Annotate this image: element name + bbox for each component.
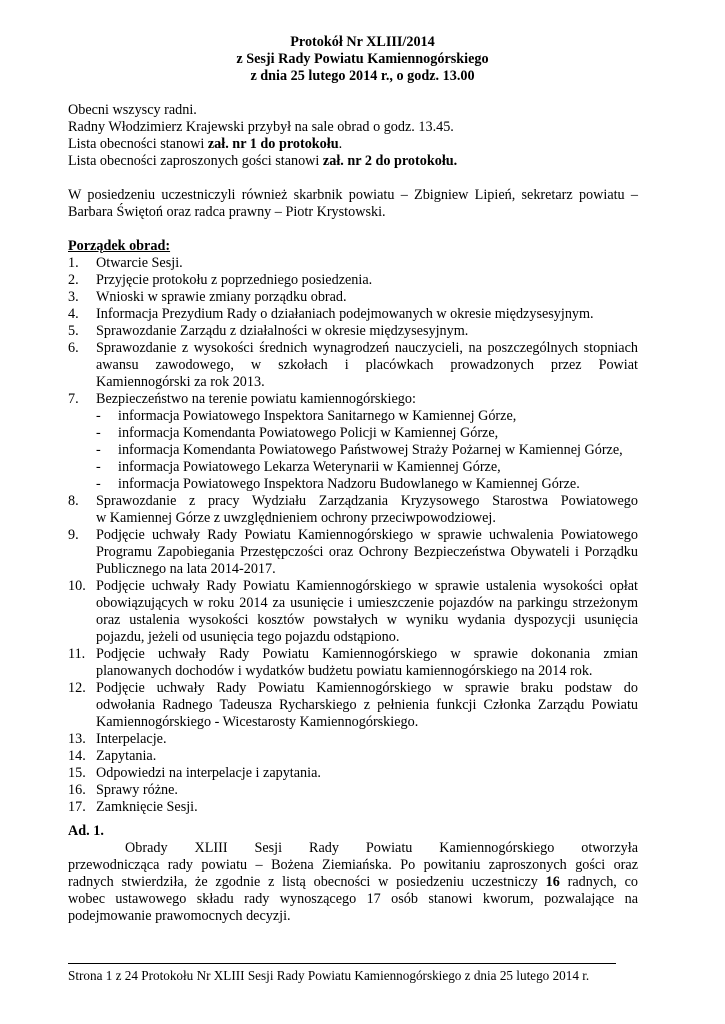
agenda-item-text: w Kamiennej Górze z uwzględnieniem ochrony przeciwpowodziowej.: [96, 510, 496, 526]
agenda-subitem-text: informacja Powiatowego Lekarza Weterynarii w Kamiennej Górze,: [118, 459, 501, 475]
attendance-line-3: Lista obecności stanowi zał. nr 1 do protokołu.: [68, 136, 343, 152]
agenda-item-text: Otwarcie Sesji.: [96, 255, 183, 271]
agenda-item: [68, 306, 638, 323]
participants-section: [68, 187, 638, 221]
agenda-item-text: oraz ustalenia wysokości kosztów powstałych w wyniku wydania dyspozycji usunięcia: [96, 612, 638, 628]
ad1-line-4: wobec ustawowego składu rady wynoszącego 17 osób stanowi kworum, pozwalające na: [68, 891, 638, 907]
agenda-subitem: [96, 425, 638, 442]
agenda-item-text: odwołania Radnego Tadeusza Rycharskiego z pełnienia funkcji Członka Zarządu Powiatu: [96, 697, 638, 713]
agenda-item-number: 1.: [68, 255, 79, 271]
ad1-line-1: Obrady XLIII Sesji Rady Powiatu Kamiennogórskiego otworzyła: [125, 840, 638, 856]
agenda-item-number: 11.: [68, 646, 86, 662]
agenda-item-text: Podjęcie uchwały Rady Powiatu Kamiennogórskiego w sprawie braku podstaw do: [96, 680, 638, 696]
agenda-item-text: Przyjęcie protokołu z poprzedniego posiedzenia.: [96, 272, 373, 288]
agenda-item: [68, 493, 638, 527]
agenda-heading: Porządek obrad:: [68, 238, 171, 254]
agenda-subitem-text: informacja Komendanta Powiatowego Policji w Kamiennej Górze,: [118, 425, 499, 441]
agenda-item-text: Wnioski w sprawie zmiany porządku obrad.: [96, 289, 347, 305]
agenda-item-text: Podjęcie uchwały Rady Powiatu Kamiennogórskiego w sprawie uchwalenia Powiatowego: [96, 527, 638, 543]
agenda-item-text: Interpelacje.: [96, 731, 167, 747]
agenda-section: [68, 238, 638, 816]
agenda-item-text: obowiązujących w roku 2014 za usunięcie i umieszczenie pojazdów na parkingu strzeżonym: [96, 595, 638, 611]
attendance-line-4: Lista obecności zaproszonych gości stanowi zał. nr 2 do protokołu.: [68, 153, 458, 169]
agenda-item-number: 9.: [68, 527, 79, 543]
agenda-item: [68, 731, 638, 748]
agenda-item-text: Sprawozdanie z pracy Wydziału Zarządzania Kryzysowego Starostwa Powiatowego: [96, 493, 638, 509]
agenda-subitem-dash: -: [96, 408, 101, 424]
agenda-item-number: 2.: [68, 272, 79, 288]
agenda-item-number: 7.: [68, 391, 79, 407]
agenda-item-text: planowanych dochodów i wydatków budżetu powiatu kamiennogórskiego na 2014 rok.: [96, 663, 593, 679]
participants-line-1: W posiedzeniu uczestniczyli również skarbnik powiatu – Zbigniew Lipień, sekretarz powiatu –: [68, 187, 638, 203]
agenda-item: [68, 391, 638, 493]
agenda-item: [68, 527, 638, 578]
agenda-item: [68, 765, 638, 782]
agenda-subitem: [96, 442, 638, 459]
agenda-item-text: Zamknięcie Sesji.: [96, 799, 198, 815]
agenda-item-number: 13.: [68, 731, 86, 747]
agenda-item-number: 10.: [68, 578, 86, 594]
ad1-line-3: radnych stwierdziła, że zgodnie z listą obecności w posiedzeniu uczestniczy 16 radnych, co: [68, 874, 638, 890]
agenda-item: [68, 323, 638, 340]
agenda-item-text: Podjęcie uchwały Rady Powiatu Kamiennogórskiego w sprawie dokonania zmian: [96, 646, 638, 662]
agenda-item-number: 3.: [68, 289, 79, 305]
agenda-subitem-text: informacja Komendanta Powiatowego Państwowej Straży Pożarnej w Kamiennej Górze,: [118, 442, 623, 458]
footer-divider: [68, 963, 616, 964]
agenda-item: [68, 782, 638, 799]
agenda-item: [68, 272, 638, 289]
agenda-item-text: Sprawy różne.: [96, 782, 178, 798]
agenda-item-text: Publicznego na lata 2014-2017.: [96, 561, 276, 577]
agenda-item-text: Sprawozdanie z wysokości średnich wynagrodzeń nauczycieli, na poszczególnych stopniach: [96, 340, 638, 356]
document-title: [0, 34, 725, 85]
agenda-item-number: 6.: [68, 340, 79, 356]
agenda-subitem-dash: -: [96, 442, 101, 458]
attendance-line-1: Obecni wszyscy radni.: [68, 102, 197, 118]
agenda-subitem-dash: -: [96, 476, 101, 492]
agenda-item: [68, 340, 638, 391]
agenda-item-text: Programu Zapobiegania Przestępczości oraz Ochrony Bezpieczeństwa Obywateli i Porządku: [96, 544, 638, 560]
agenda-item-text: Kamiennogórski za rok 2013.: [96, 374, 265, 390]
agenda-item: [68, 748, 638, 765]
ad1-line-5: podejmowanie prawomocnych decyzji.: [68, 908, 291, 924]
agenda-item: [68, 680, 638, 731]
ad1-section: [68, 823, 638, 925]
agenda-item-number: 5.: [68, 323, 79, 339]
agenda-subitem: [96, 408, 638, 425]
attendance-line-2: Radny Włodzimierz Krajewski przybył na sale obrad o godz. 13.45.: [68, 119, 454, 135]
agenda-subitem-dash: -: [96, 425, 101, 441]
agenda-subitem-text: informacja Powiatowego Inspektora Nadzoru Budowlanego w Kamiennej Górze.: [118, 476, 580, 492]
agenda-item-text: awansu zawodowego, w szkołach i placówkach prowadzonych przez Powiat: [96, 357, 638, 373]
title-line-2: z Sesji Rady Powiatu Kamiennogórskiego: [236, 51, 489, 67]
agenda-item-text: pojazdu, jeżeli od usunięcia tego pojazdu odstąpiono.: [96, 629, 400, 645]
agenda-subitem: [96, 476, 638, 493]
agenda-item-number: 15.: [68, 765, 86, 781]
agenda-item: [68, 255, 638, 272]
agenda-item-number: 14.: [68, 748, 86, 764]
agenda-item-text: Informacja Prezydium Rady o działaniach podejmowanych w okresie międzysesyjnym.: [96, 306, 594, 322]
agenda-item-text: Sprawozdanie Zarządu z działalności w okresie międzysesyjnym.: [96, 323, 469, 339]
page-footer: Strona 1 z 24 Protokołu Nr XLIII Sesji Rady Powiatu Kamiennogórskiego z dnia 25 lutego 2014 r.: [68, 968, 590, 983]
participants-line-2: Barbara Świętoń oraz radca prawny – Piotr Krystowski.: [68, 204, 386, 220]
agenda-item-text: Bezpieczeństwo na terenie powiatu kamiennogórskiego:: [96, 391, 416, 407]
agenda-list: [68, 255, 638, 816]
agenda-item: [68, 646, 638, 680]
agenda-item: [68, 799, 638, 816]
agenda-item-text: Podjęcie uchwały Rady Powiatu Kamiennogórskiego w sprawie ustalenia wysokości opłat: [96, 578, 638, 594]
ad1-line-2: przewodnicząca rady powiatu – Bożena Ziemiańska. Po powitaniu zaproszonych gości oraz: [68, 857, 638, 873]
agenda-subitem-text: informacja Powiatowego Inspektora Sanitarnego w Kamiennej Górze,: [118, 408, 517, 424]
agenda-subitem-dash: -: [96, 459, 101, 475]
agenda-item-number: 12.: [68, 680, 86, 696]
agenda-item: [68, 289, 638, 306]
agenda-item-text: Kamiennogórskiego - Wicestarosty Kamiennogórskiego.: [96, 714, 419, 730]
agenda-item-number: 16.: [68, 782, 86, 798]
agenda-item-number: 8.: [68, 493, 79, 509]
title-line-3: z dnia 25 lutego 2014 r., o godz. 13.00: [250, 68, 475, 84]
agenda-item-number: 4.: [68, 306, 79, 322]
agenda-item-text: Odpowiedzi na interpelacje i zapytania.: [96, 765, 321, 781]
attendance-section: [68, 102, 638, 170]
ad1-heading: Ad. 1.: [68, 823, 104, 839]
title-line-1: Protokół Nr XLIII/2014: [290, 34, 435, 50]
agenda-subitems: [96, 408, 638, 493]
agenda-item-text: Zapytania.: [96, 748, 157, 764]
agenda-item-number: 17.: [68, 799, 86, 815]
agenda-subitem: [96, 459, 638, 476]
agenda-item: [68, 578, 638, 646]
